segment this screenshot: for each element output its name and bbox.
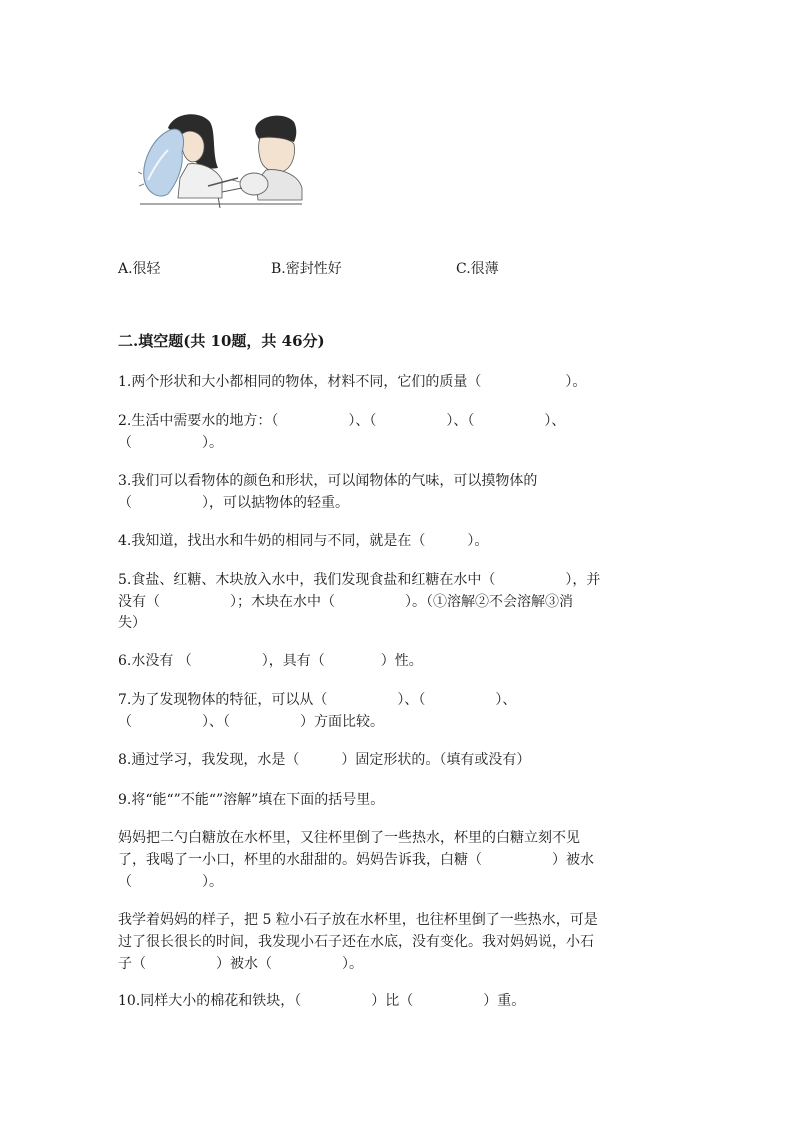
- question-3-line-2: （ ），可以掂物体的轻重。: [118, 495, 349, 511]
- question-5-line-2: 没有（ ）；木块在水中（ ）。（①溶解②不会溶解③消: [118, 594, 573, 610]
- paragraph-1-line-3: （ ）。: [118, 874, 223, 890]
- section-title: 二.填空题(共 10题，共 46分): [118, 332, 325, 350]
- children-plastic-bag-illustration: [138, 108, 304, 212]
- question-2-line-2: （ ）。: [118, 435, 223, 451]
- question-9: 9.将“能“”不能“”溶解”填在下面的括号里。: [118, 792, 385, 808]
- question-1: 1.两个形状和大小都相同的物体，材料不同，它们的质量（ ）。: [118, 374, 587, 390]
- question-5-line-3: 失）: [118, 615, 146, 631]
- paragraph-2-line-2: 过了很长很长的时间，我发现小石子还在水底，没有变化。我对妈妈说，小石: [118, 934, 594, 950]
- question-2-line-1: 2.生活中需要水的地方：（ ）、（ ）、（ ）、: [118, 413, 566, 429]
- question-7-line-1: 7.为了发现物体的特征，可以从（ ）、（ ）、: [118, 692, 517, 708]
- paragraph-2-line-1: 我学着妈妈的样子，把 5 粒小石子放在水杯里，也往杯里倒了一些热水，可是: [118, 912, 598, 928]
- option-a: A.很轻: [118, 261, 161, 277]
- question-5-line-1: 5.食盐、红糖、木块放入水中，我们发现食盐和红糖在水中（ ），并: [118, 572, 601, 588]
- question-3-line-1: 3.我们可以看物体的颜色和形状，可以闻物体的气味，可以摸物体的: [118, 473, 538, 489]
- option-c: C.很薄: [456, 261, 499, 277]
- question-8: 8.通过学习，我发现，水是（ ）固定形状的。（填有或没有）: [118, 752, 531, 768]
- option-b: B.密封性好: [271, 261, 342, 277]
- question-6: 6.水没有 （ ），具有（ ）性。: [118, 653, 423, 669]
- paragraph-2-line-3: 子（ ）被水（ ）。: [118, 956, 363, 972]
- question-10: 10.同样大小的棉花和铁块，（ ）比（ ）重。: [118, 993, 526, 1009]
- question-7-line-2: （ ）、（ ）方面比较。: [118, 714, 384, 730]
- paragraph-1-line-2: 了，我喝了一小口，杯里的水甜甜的。妈妈告诉我，白糖（ ）被水: [118, 852, 594, 868]
- paragraph-1-line-1: 妈妈把二勺白糖放在水杯里，又往杯里倒了一些热水，杯里的白糖立刻不见: [118, 830, 580, 846]
- question-4: 4.我知道，找出水和牛奶的相同与不同，就是在（ ）。: [118, 533, 489, 549]
